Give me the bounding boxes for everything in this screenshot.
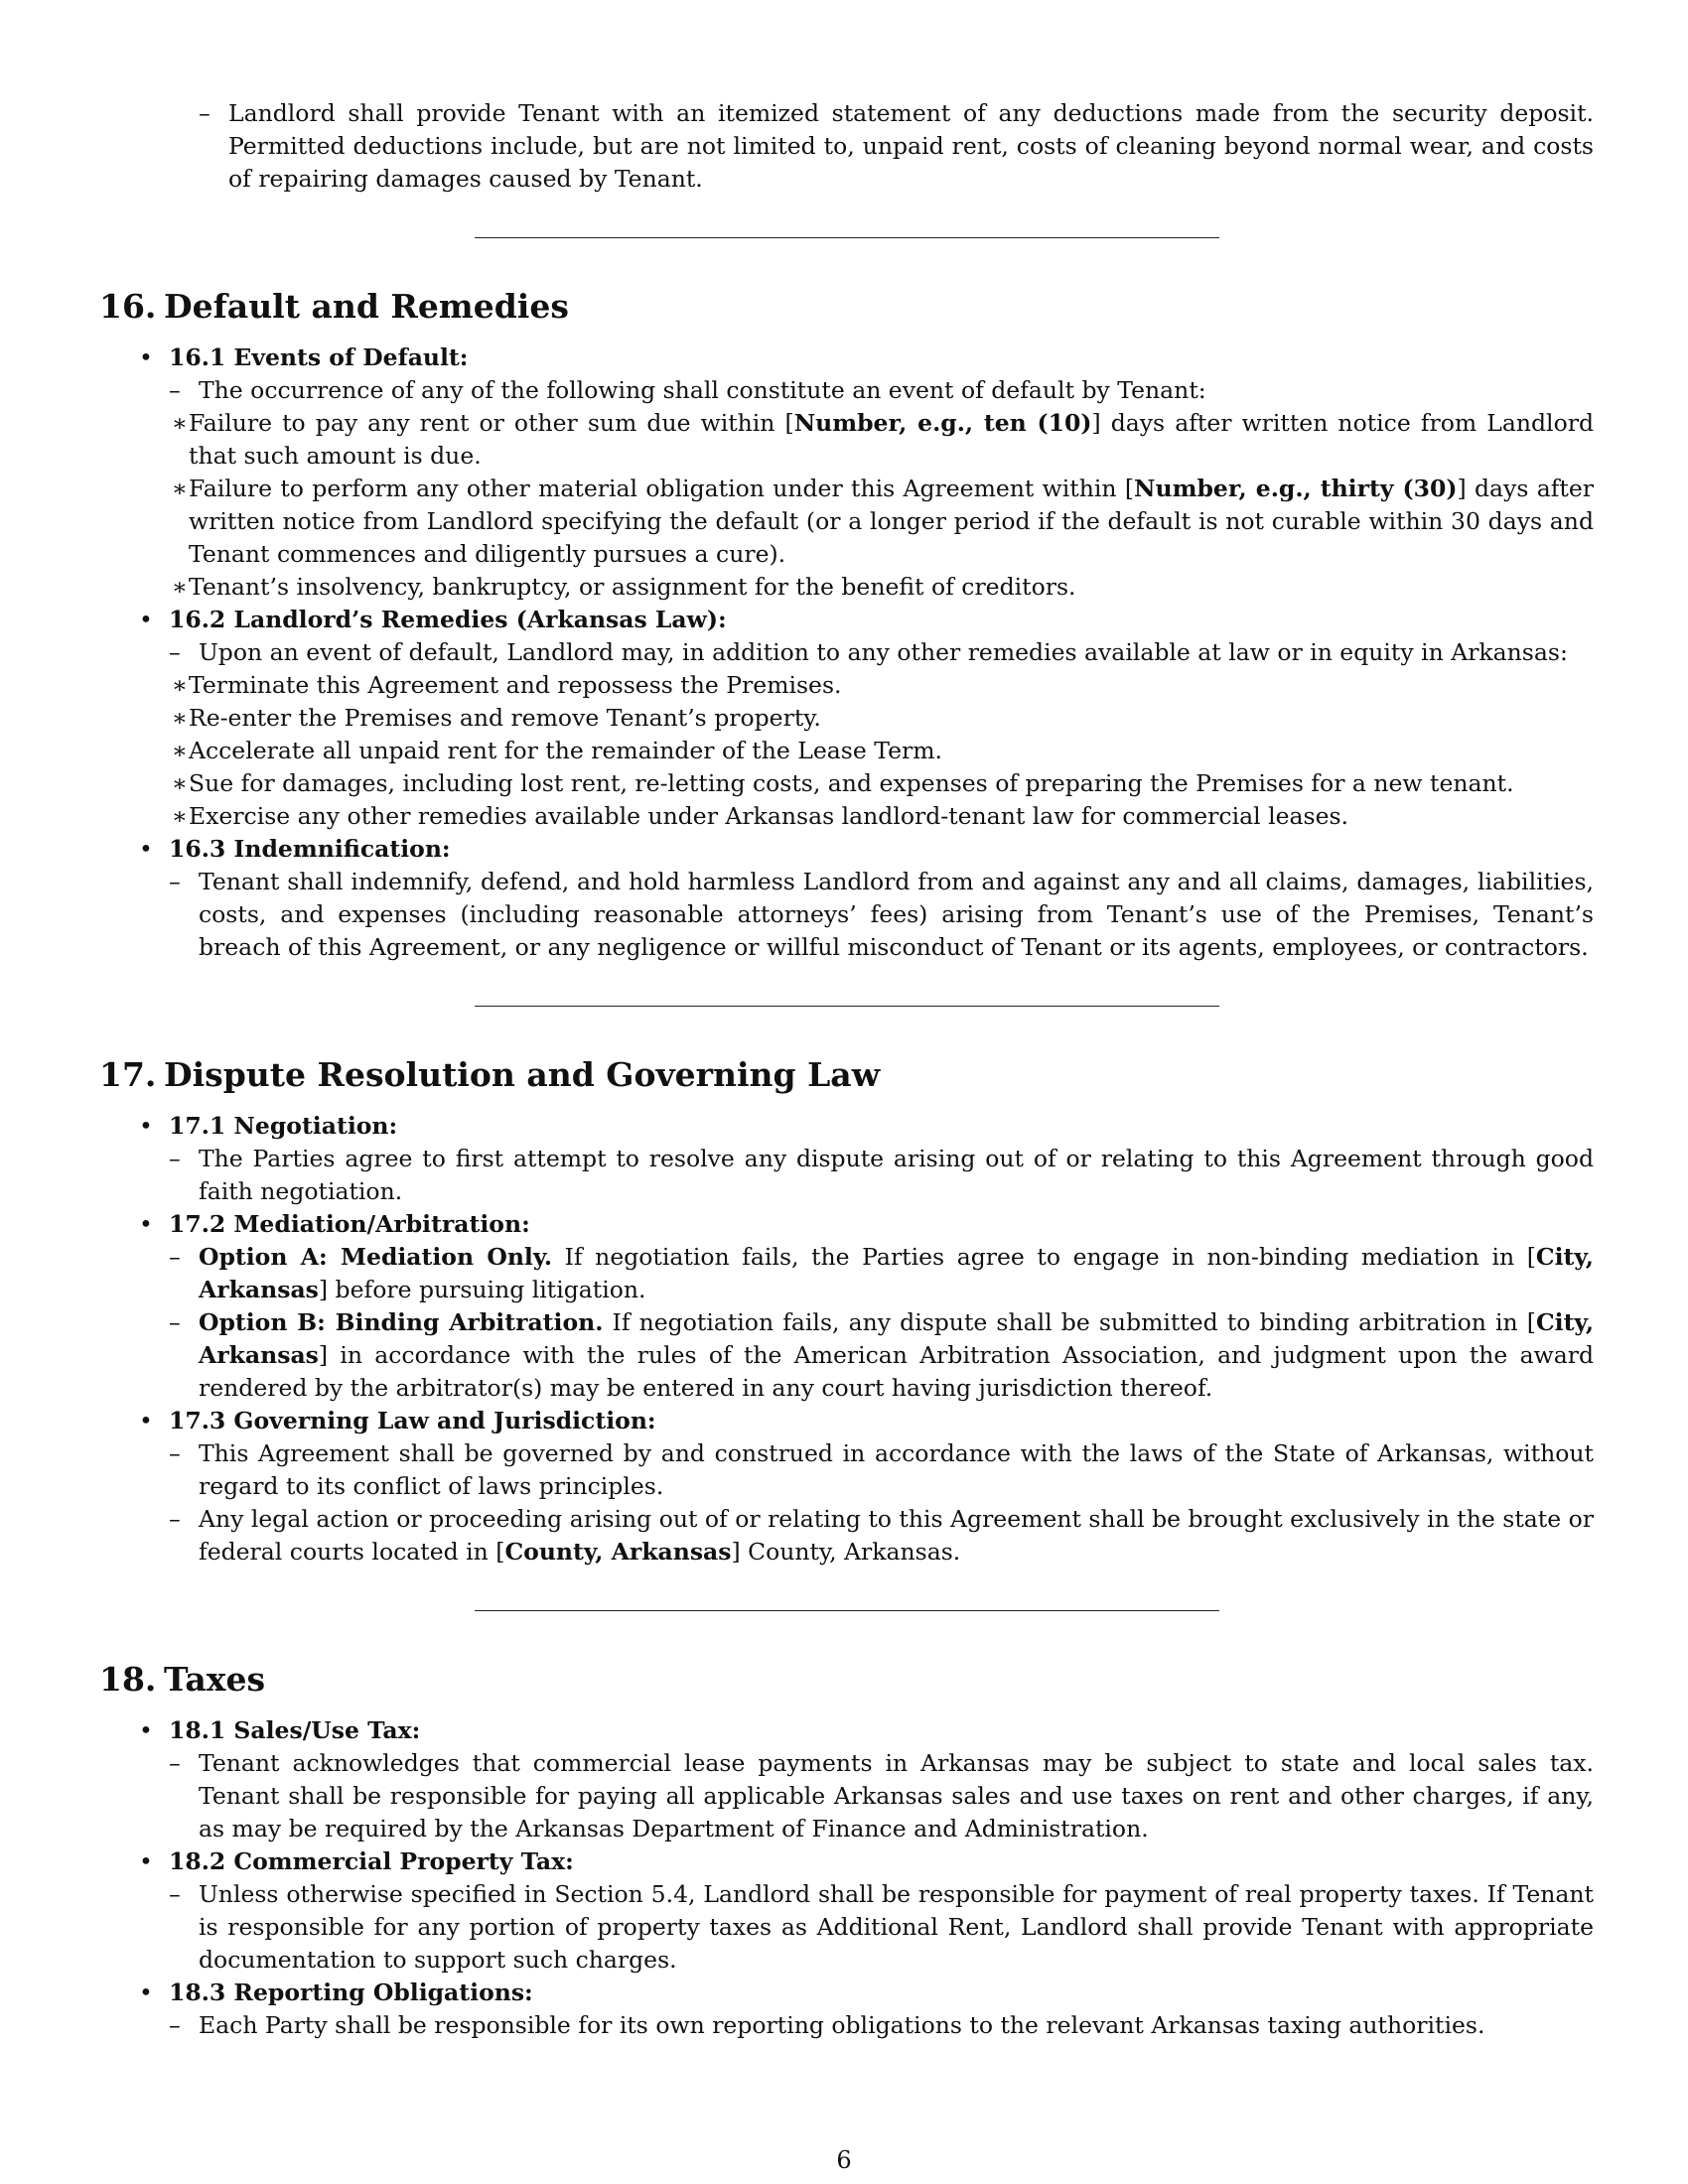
carryover-list bbox=[99, 97, 1594, 196]
list-item bbox=[99, 1110, 1594, 1208]
dash-bullet: – bbox=[169, 1308, 181, 1336]
star-bullet: ∗ bbox=[172, 704, 188, 732]
dash-bullet: – bbox=[169, 1505, 181, 1533]
list-item bbox=[137, 407, 1594, 473]
placeholder-text: Number, e.g., ten (10) bbox=[793, 409, 1092, 437]
list-item bbox=[137, 2009, 1594, 2042]
list-item bbox=[99, 341, 1594, 604]
item-text: The Parties agree to first attempt to resolve any dispute arising out of or relating to this Agreement through good faith negotiation. bbox=[199, 1145, 1594, 1205]
list-item bbox=[137, 1747, 1594, 1845]
bullet: • bbox=[139, 1210, 153, 1238]
bullet: • bbox=[139, 835, 153, 863]
dash-bullet: – bbox=[199, 99, 211, 127]
list-item bbox=[137, 1437, 1594, 1503]
star-bullet: ∗ bbox=[172, 737, 188, 764]
item-label: 18.3 Reporting Obligations: bbox=[169, 1979, 533, 2006]
list-item bbox=[99, 1208, 1594, 1405]
dash-bullet: – bbox=[169, 638, 181, 666]
section-title: Default and Remedies bbox=[164, 287, 569, 326]
item-text: Tenant acknowledges that commercial lease payments in Arkansas may be subject to state and local sales tax. Tenant shall be responsible for paying all applicable Arkansas sales and use taxes on rent and other charges, if any, as may be required by the Arkansas Department of Finance and Administration. bbox=[199, 1749, 1594, 1843]
star-bullet: ∗ bbox=[172, 802, 188, 830]
placeholder-text: County, Arkansas bbox=[504, 1538, 732, 1566]
list-item bbox=[99, 1405, 1594, 1569]
list-item bbox=[199, 97, 1594, 196]
section-divider bbox=[475, 1610, 1219, 1611]
sub-list bbox=[169, 2009, 1594, 2042]
list-item bbox=[99, 1714, 1594, 1845]
sub-list bbox=[169, 866, 1594, 964]
sub-list bbox=[169, 1241, 1594, 1405]
star-bullet: ∗ bbox=[172, 769, 188, 797]
star-bullet: ∗ bbox=[172, 573, 188, 601]
list-item bbox=[137, 702, 1594, 735]
sub-list bbox=[169, 1747, 1594, 1845]
star-bullet: ∗ bbox=[172, 409, 188, 437]
item-label: 16.3 Indemnification: bbox=[169, 835, 451, 863]
section-16-list bbox=[99, 341, 1594, 964]
section-17-list bbox=[99, 1110, 1594, 1569]
item-label: 18.1 Sales/Use Tax: bbox=[169, 1716, 421, 1744]
list-item bbox=[99, 604, 1594, 833]
intro-text: Landlord shall provide Tenant with an itemized statement of any deductions made from the security deposit. Permitted deductions include, but are not limited to, unpaid rent, costs of cleaning beyond normal wear, and costs of repairing damages caused by Tenant. bbox=[228, 99, 1594, 193]
dash-bullet: – bbox=[169, 1145, 181, 1172]
list-item bbox=[137, 866, 1594, 964]
list-item bbox=[137, 636, 1594, 833]
section-divider bbox=[475, 1006, 1219, 1007]
item-label: 17.3 Governing Law and Jurisdiction: bbox=[169, 1407, 656, 1434]
dash-bullet: – bbox=[169, 1880, 181, 1908]
sub-list bbox=[169, 1143, 1594, 1208]
dash-bullet: – bbox=[169, 2011, 181, 2039]
section-title: Dispute Resolution and Governing Law bbox=[164, 1055, 881, 1094]
list-item bbox=[99, 1845, 1594, 1977]
item-text: Sue for damages, including lost rent, re-letting costs, and expenses of preparing the Premises for a new tenant. bbox=[189, 769, 1514, 797]
placeholder-text: City, Arkansas bbox=[199, 1308, 1595, 1369]
item-text: Unless otherwise specified in Section 5.4, Landlord shall be responsible for payment of real property taxes. If Tenant is responsible for any portion of property taxes as Additional Rent, Landlord shall provide Tenant with appropriate documentation to support such charges. bbox=[199, 1880, 1594, 1974]
item-text: Any legal action or proceeding arising out of or relating to this Agreement shall be brought exclusively in the state or federal courts located in [ bbox=[199, 1505, 1594, 1566]
item-text: Tenant’s insolvency, bankruptcy, or assignment for the benefit of creditors. bbox=[189, 573, 1076, 601]
item-text: Exercise any other remedies available under Arkansas landlord-tenant law for commercial leases. bbox=[189, 802, 1349, 830]
section-number: 17. bbox=[99, 1055, 157, 1094]
section-number: 18. bbox=[99, 1660, 157, 1699]
list-item bbox=[137, 374, 1594, 604]
sub-sub-list bbox=[172, 669, 1594, 833]
item-label: 17.1 Negotiation: bbox=[169, 1112, 398, 1140]
list-item bbox=[137, 473, 1594, 571]
sub-sub-list bbox=[172, 407, 1595, 604]
bullet: • bbox=[139, 606, 153, 633]
sub-list bbox=[169, 1437, 1594, 1569]
list-item bbox=[137, 1503, 1594, 1569]
bullet: • bbox=[139, 1112, 153, 1140]
bullet: • bbox=[139, 343, 153, 371]
section-18-list bbox=[99, 1714, 1594, 2042]
sub-list bbox=[169, 636, 1594, 833]
item-label: 16.2 Landlord’s Remedies (Arkansas Law): bbox=[169, 606, 727, 633]
list-item bbox=[137, 767, 1594, 800]
bullet: • bbox=[139, 1716, 153, 1744]
item-text: ] in accordance with the rules of the American Arbitration Association, and judgment upon the award rendered by the arbitrator(s) may be entered in any court having jurisdiction thereof. bbox=[199, 1341, 1594, 1402]
list-item bbox=[137, 735, 1594, 767]
item-text: If negotiation fails, any dispute shall be submitted to binding arbitration in [ bbox=[603, 1308, 1536, 1336]
item-text: ] days after written notice from Landlord that such amount is due. bbox=[189, 409, 1594, 470]
list-item bbox=[137, 669, 1594, 702]
item-text: Tenant shall indemnify, defend, and hold harmless Landlord from and against any and all claims, damages, liabilities, costs, and expenses (including reasonable attorneys’ fees) arising from Tenant’s use of the Premises, Tenant’s breach of this Agreement, or any negligence or willful misconduct of Tenant or its agents, employees, or contractors. bbox=[199, 868, 1594, 961]
bullet: • bbox=[139, 1407, 153, 1434]
section-heading-16 bbox=[99, 285, 1594, 329]
bullet: • bbox=[139, 1847, 153, 1875]
item-text: Failure to pay any rent or other sum due within [ bbox=[189, 409, 794, 437]
section-title: Taxes bbox=[164, 1660, 266, 1699]
item-text: Each Party shall be responsible for its own reporting obligations to the relevant Arkansas taxing authorities. bbox=[199, 2011, 1485, 2039]
item-text: ] County, Arkansas. bbox=[731, 1538, 961, 1566]
dash-bullet: – bbox=[169, 1439, 181, 1467]
item-text: Accelerate all unpaid rent for the remainder of the Lease Term. bbox=[189, 737, 942, 764]
item-label: 17.2 Mediation/Arbitration: bbox=[169, 1210, 530, 1238]
item-label: 16.1 Events of Default: bbox=[169, 343, 469, 371]
list-item bbox=[137, 1306, 1594, 1405]
item-text: The occurrence of any of the following shall constitute an event of default by Tenant: bbox=[199, 376, 1206, 404]
list-item bbox=[137, 800, 1594, 833]
list-item bbox=[137, 1878, 1594, 1977]
dash-bullet: – bbox=[169, 868, 181, 895]
placeholder-text: City, Arkansas bbox=[199, 1243, 1594, 1303]
list-item bbox=[99, 1977, 1594, 2042]
section-divider bbox=[475, 237, 1219, 238]
item-text: Failure to perform any other material obligation under this Agreement within [ bbox=[189, 475, 1135, 502]
dash-bullet: – bbox=[169, 376, 181, 404]
list-item bbox=[137, 1143, 1594, 1208]
list-item bbox=[137, 1241, 1594, 1306]
page-number: 6 bbox=[836, 2146, 852, 2174]
sub-list bbox=[169, 374, 1594, 604]
dash-bullet: – bbox=[169, 1749, 181, 1777]
star-bullet: ∗ bbox=[172, 671, 188, 699]
dash-bullet: – bbox=[169, 1243, 181, 1271]
page-content bbox=[99, 97, 1594, 2042]
section-heading-17 bbox=[99, 1053, 1594, 1097]
placeholder-text: Number, e.g., thirty (30) bbox=[1134, 475, 1458, 502]
item-text: Re-enter the Premises and remove Tenant’s property. bbox=[189, 704, 821, 732]
item-text: ] before pursuing litigation. bbox=[318, 1276, 646, 1303]
option-label: Option A: Mediation Only. bbox=[199, 1243, 552, 1271]
bullet: • bbox=[139, 1979, 153, 2006]
list-item bbox=[99, 833, 1594, 964]
star-bullet: ∗ bbox=[172, 475, 188, 502]
section-number: 16. bbox=[99, 287, 157, 326]
sub-list bbox=[169, 1878, 1594, 1977]
option-label: Option B: Binding Arbitration. bbox=[199, 1308, 604, 1336]
item-text: Terminate this Agreement and repossess the Premises. bbox=[189, 671, 842, 699]
item-label: 18.2 Commercial Property Tax: bbox=[169, 1847, 574, 1875]
list-item bbox=[137, 571, 1594, 604]
section-heading-18 bbox=[99, 1658, 1594, 1702]
item-text: ] days after written notice from Landlord specifying the default (or a longer period if the default is not curable within 30 days and Tenant commences and diligently pursues a cure). bbox=[189, 475, 1595, 568]
item-text: Upon an event of default, Landlord may, in addition to any other remedies available at law or in equity in Arkansas: bbox=[199, 638, 1568, 666]
item-text: If negotiation fails, the Parties agree to engage in non-binding mediation in [ bbox=[552, 1243, 1536, 1271]
item-text: This Agreement shall be governed by and construed in accordance with the laws of the State of Arkansas, without regard to its conflict of laws principles. bbox=[199, 1439, 1594, 1500]
